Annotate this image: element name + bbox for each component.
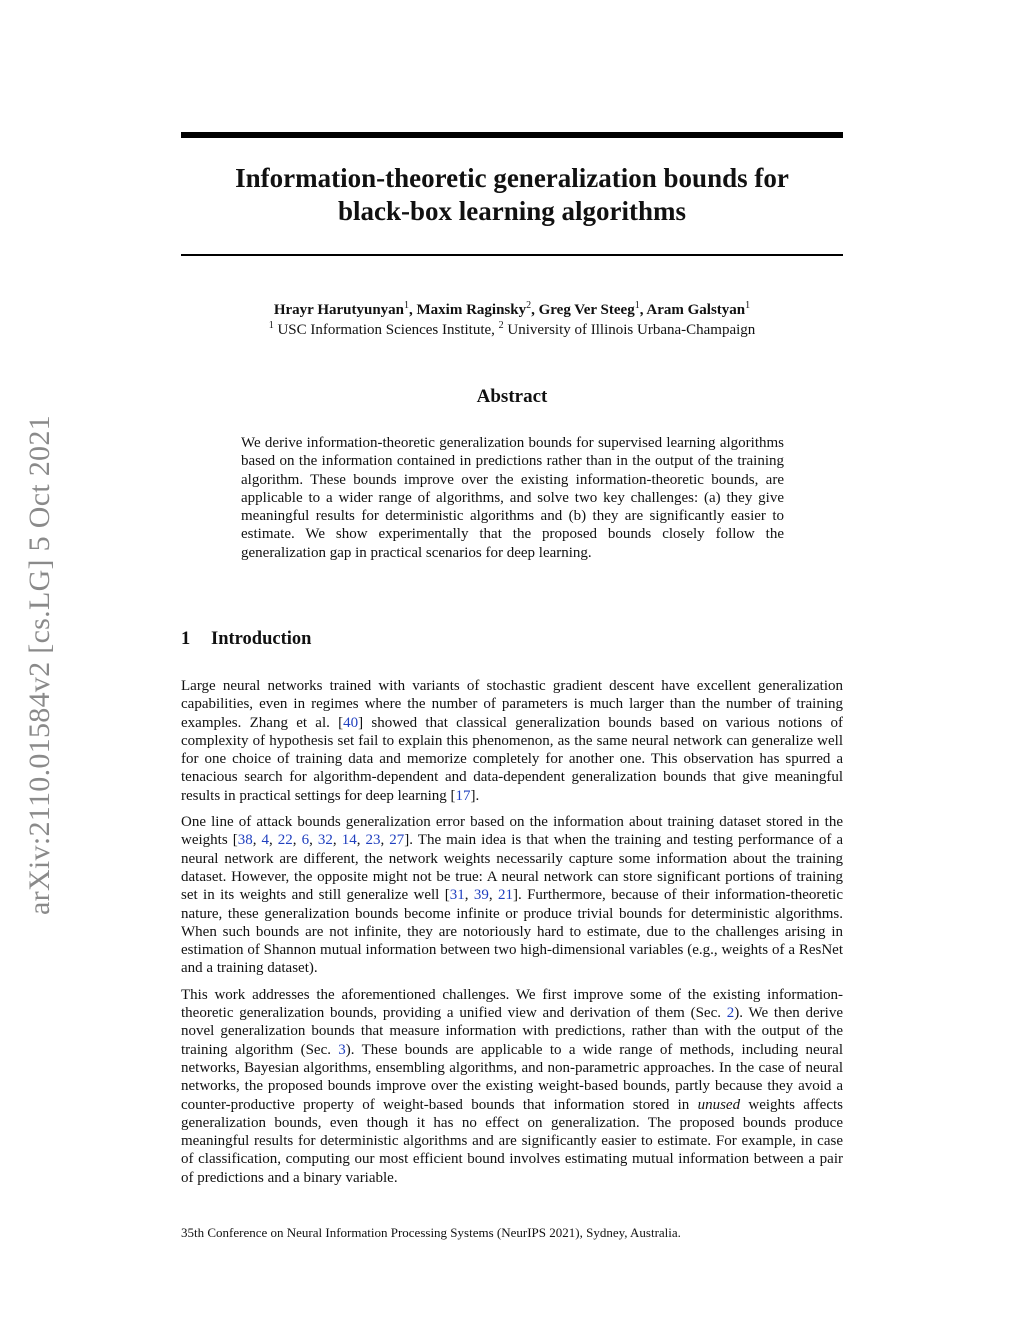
citation-link[interactable]: 38 <box>237 832 253 849</box>
section-link[interactable]: 3 <box>338 1041 346 1058</box>
citation-link[interactable]: 23 <box>365 832 381 849</box>
author-name: Greg Ver Steeg <box>538 302 635 318</box>
author-affil-mark: 1 <box>404 300 410 311</box>
citation-link[interactable]: 6 <box>301 832 310 849</box>
arxiv-identifier: arXiv:2110.01584v2 [cs.LG] 5 Oct 2021 <box>23 415 56 915</box>
abstract-text: We derive information-theoretic generalization bounds for supervised learning algorithms based on the information contained in predictions rather than in the output of the training algorithm. These bounds improve over the existing information-theoretic bounds, are applicable to a wider range of algorithms, and solve two key challenges: (a) they give meaningful results for deterministic algorithms and (b) they are significantly easier to estimate. We show experimentally that the proposed bounds closely follow the generalization gap in practical scenarios for deep learning. <box>241 435 784 561</box>
section-link[interactable]: 2 <box>726 1005 735 1022</box>
citation-link[interactable]: 4 <box>261 832 269 849</box>
abstract-heading: Abstract <box>476 386 548 407</box>
title-line-2: black-box learning algorithms <box>337 196 687 226</box>
citation-link[interactable]: 31 <box>449 887 465 904</box>
title-top-rule <box>181 132 843 138</box>
author-name: Aram Galstyan <box>646 302 746 318</box>
author-affil-mark: 1 <box>745 300 751 311</box>
citation-link[interactable]: 39 <box>473 887 489 904</box>
paragraph <box>181 986 843 1187</box>
conference-footnote: 35th Conference on Neural Information Processing Systems (NeurIPS 2021), Sydney, Australia. <box>181 1225 681 1240</box>
text-run: ). These bounds are applicable to a wide range of methods, including neural networks, Bayesian algorithms, ensembling algorithms, and non-parametric approaches. In the case of neural networks, the proposed bounds improve over the existing weight-based bounds, partly because they avoid a counter-productive property of weight-based bounds that information stored in <box>181 1041 843 1113</box>
introduction-body <box>181 677 843 1195</box>
text-run: ). We then derive novel generalization bounds that measure information with predictions, rather than with the output of the training algorithm (Sec. <box>181 1005 843 1058</box>
author-affil-mark: 1 <box>634 300 640 311</box>
citation-link[interactable]: 27 <box>389 832 405 849</box>
citation-link[interactable]: 14 <box>341 832 357 849</box>
text-run: ]. Furthermore, because of their information-theoretic nature, these generalization bounds become infinite or produce trivial bounds for deterministic algorithms. When such bounds are not infinite, they are notoriously hard to estimate, due to the challenges arising in estimation of Shannon mutual information between two high-dimensional variables (e.g., weights of a ResNet and a training dataset). <box>181 887 843 977</box>
citation-link[interactable]: 21 <box>497 887 513 904</box>
text-run: ]. <box>470 787 480 804</box>
affiliation-name: University of Illinois Urbana-Champaign <box>507 322 756 338</box>
citation-link[interactable]: 17 <box>455 787 471 804</box>
affiliations <box>150 320 874 340</box>
section-heading <box>181 629 311 650</box>
emphasis: unused <box>697 1096 741 1113</box>
citation-link[interactable]: 32 <box>317 832 333 849</box>
text-run: Large neural networks trained with variants of stochastic gradient descent have excellent generalization capabilities, even in regimes where the number of parameters is much larger than the number of training examples. Zhang et al. [ <box>181 678 843 731</box>
author-affil-mark: 2 <box>526 300 532 311</box>
paragraph <box>181 677 843 805</box>
text-run: ]. The main idea is that when the training and testing performance of a neural network are different, the network weights necessarily capture some information about the training dataset. However, the opposite might not be true: A neural network can store significant portions of training set in its weights and still generalize well [ <box>181 832 844 904</box>
paper-title <box>181 162 843 228</box>
author-name: Maxim Raginsky <box>416 302 527 318</box>
title-bottom-rule <box>181 254 843 256</box>
section-title: Introduction <box>211 629 312 649</box>
text-run: weights affects generalization bounds, even though it has no effect on generalization. The proposed bounds produce meaningful results for deterministic algorithms and are significantly easier to estimate. For example, in case of classification, computing our most efficient bound involves estimating mutual information between a pair of predictions and a binary variable. <box>181 1096 843 1186</box>
author-name: Hrayr Harutyunyan <box>273 302 405 318</box>
affiliation-name: USC Information Sciences Institute, <box>277 322 495 338</box>
affil-mark: 1 <box>268 320 274 331</box>
text-run: ] showed that classical generalization bounds based on various notions of complexity of hypothesis set fail to explain this phenomenon, as the same neural network can generalize well for one choice of training data and memorize completely for another one. This observation has spurred a tenacious search for algorithm-dependent and data-dependent generalization bounds that give meaningful results in practical settings for deep learning [ <box>181 714 843 804</box>
title-line-1: Information-theoretic generalization bounds for <box>235 163 789 193</box>
affil-mark: 2 <box>498 320 504 331</box>
citation-link[interactable]: 40 <box>343 714 359 731</box>
citation-link[interactable]: 22 <box>277 832 293 849</box>
author-list: Hrayr Harutyunyan$^1$, Maxim Raginsky$^2$, Greg Ver Steeg$^1$, Aram Galstyan$^1$ <box>273 300 751 318</box>
paragraph: One line of attack bounds generalization error based on the information about training dataset stored in the weights [38, 4, 22, 6, 32, 14, 23, 27]. The main idea is that when the training and testing performance of a neural network are different, the network weights necessarily capture some information about the training dataset. However, the opposite might not be true: A neural network can store significant portions of training set in its weights and still generalize well [31, 39, 21]. Furthermore, because of their information-theoretic nature, these generalization bounds become infinite or produce trivial bounds for deterministic algorithms. When such bounds are not infinite, they are notoriously hard to estimate, due to the challenges arising in estimation of Shannon mutual information between two high-dimensional variables (e.g., weights of a ResNet and a training dataset). <box>181 814 844 977</box>
text-run: This work addresses the aforementioned challenges. We first improve some of the existing information-theoretic generalization bounds, providing a unified view and derivation of them (Sec. <box>181 986 843 1022</box>
section-number: 1 <box>181 629 191 649</box>
text-run: One line of attack bounds generalization error based on the information about training dataset stored in the weights [ <box>181 814 843 849</box>
